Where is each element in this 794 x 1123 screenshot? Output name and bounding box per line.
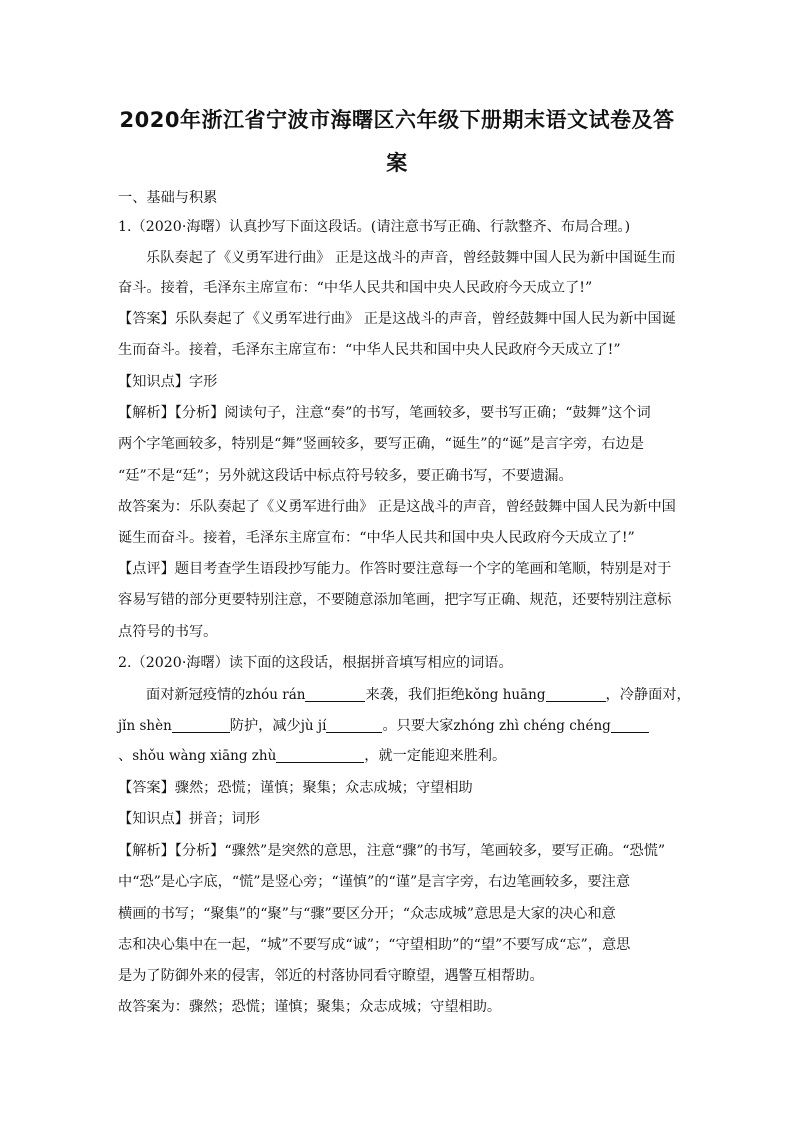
q1-comment-line2: 容易写错的部分更要特别注意，不要随意添加笔画，把字写正确、规范，还要特别注意标: [118, 592, 672, 608]
q2-analysis-line2: 中“恐”是心字底，“慌”是竖心旁；“谨慎”的“谨”是言字旁，右边笔画较多，要注意: [118, 874, 631, 890]
q1-comment-line3: 点符号的书写。: [118, 624, 218, 640]
section-heading: 一、基础与积累: [118, 190, 218, 206]
q1-knowledge: 【知识点】字形: [118, 374, 218, 390]
q1-passage-line2: 奋斗。接着，毛泽东主席宣布：“中华人民共和国中央人民政府今天成立了!”: [118, 280, 593, 296]
q1-comment-line1: 【点评】题目考查学生语段抄写能力。作答时要注意每一个字的笔画和笔顺，特别是对于: [118, 561, 672, 577]
q2-analysis-line4: 志和决心集中在一起，“城”不要写成“诚”；“守望相助”的“望”不要写成“忘”，意思: [118, 937, 631, 953]
q2-text: 来袭，我们拒绝: [365, 687, 465, 703]
q2-final: 故答案为：骤然；恐慌；谨慎；聚集；众志成城；守望相助。: [118, 999, 502, 1015]
q1-final-line1: 故答案为：乐队奏起了《义勇军进行曲》 正是这战斗的声音，曾经鼓舞中国人民为新中国: [118, 499, 676, 515]
q1-answer-line2: 生而奋斗。接着，毛泽东主席宣布：“中华人民共和国中央人民政府今天成立了!”: [118, 342, 621, 358]
q2-passage-line1: [146, 685, 691, 705]
q2-passage-line3: [118, 746, 506, 766]
q2-text: ，冷静面对，: [605, 687, 691, 703]
pinyin-jinshen: jǐn shèn: [118, 718, 172, 734]
q2-text: 。只要大家: [382, 718, 454, 734]
answer-blank[interactable]: [305, 687, 365, 702]
q2-analysis-line1: 【解析】【分析】“骤然”是突然的意思，注意“骤”的书写，笔画较多，要写正确。“恐慌”: [118, 843, 666, 859]
q1-prompt: 1.（2020·海曙）认真抄写下面这段话。(请注意书写正确、行款整齐、布局合理。): [118, 219, 631, 235]
q2-text: 、: [118, 748, 133, 764]
q2-text: 面对新冠疫情的: [146, 687, 246, 703]
q1-analysis-line3: “廷”不是“廷”；另外就这段话中标点符号较多，要正确书写，不要遗漏。: [118, 468, 573, 484]
q1-passage-line1: 乐队奏起了《义勇军进行曲》 正是这战斗的声音，曾经鼓舞中国人民为新中国诞生而: [146, 250, 676, 266]
pinyin-juji: jù jí: [300, 718, 327, 734]
pinyin-zhouran: zhóu rán: [245, 687, 306, 703]
answer-blank[interactable]: [611, 718, 649, 733]
q1-analysis-line1: 【解析】【分析】阅读句子，注意“奏”的书写，笔画较多，要书写正确；“鼓舞”这个词: [118, 405, 651, 421]
pinyin-zhongzhi: zhóng zhì chéng chéng: [453, 718, 611, 734]
answer-blank[interactable]: [172, 718, 230, 733]
q2-knowledge: 【知识点】拼音；词形: [118, 811, 260, 827]
answer-blank[interactable]: [326, 718, 382, 733]
q1-analysis-line2: 两个字笔画较多，特别是“舞”竖画较多，要写正确，“诞生”的“诞”是言字旁，右边是: [118, 436, 644, 452]
q1-final-line2: 诞生而奋斗。接着，毛泽东主席宣布：“中华人民共和国中央人民政府今天成立了!”: [118, 530, 635, 546]
q2-text: ，就一定能迎来胜利。: [364, 748, 507, 764]
pinyin-shouwang: shǒu wàng xiāng zhù: [132, 748, 277, 764]
q2-analysis-line5: 是为了防御外来的侵害，邻近的村落协同看守瞭望，遇警互相帮助。: [118, 968, 544, 984]
q2-answer: 【答案】骤然；恐慌；谨慎；聚集；众志成城；守望相助: [118, 780, 473, 796]
pinyin-konghuang: kǒng huāng: [464, 687, 546, 703]
page-title-line1: 2020年浙江省宁波市海曙区六年级下册期末语文试卷及答: [119, 108, 675, 132]
page-title-line2: 案: [386, 151, 408, 175]
q1-answer-line1: 【答案】乐队奏起了《义勇军进行曲》 正是这战斗的声音，曾经鼓舞中国人民为新中国诞: [118, 311, 676, 327]
q2-prompt: 2.（2020·海曙）读下面的这段话，根据拼音填写相应的词语。: [118, 655, 513, 671]
q2-text: 防护，减少: [229, 718, 301, 734]
q2-passage-line2: [118, 716, 649, 736]
q2-analysis-line3: 横画的书写；“聚集”的“聚”与“骤”要区分开；“众志成城”意思是大家的决心和意: [118, 906, 616, 922]
answer-blank[interactable]: [276, 748, 364, 763]
answer-blank[interactable]: [546, 687, 606, 702]
